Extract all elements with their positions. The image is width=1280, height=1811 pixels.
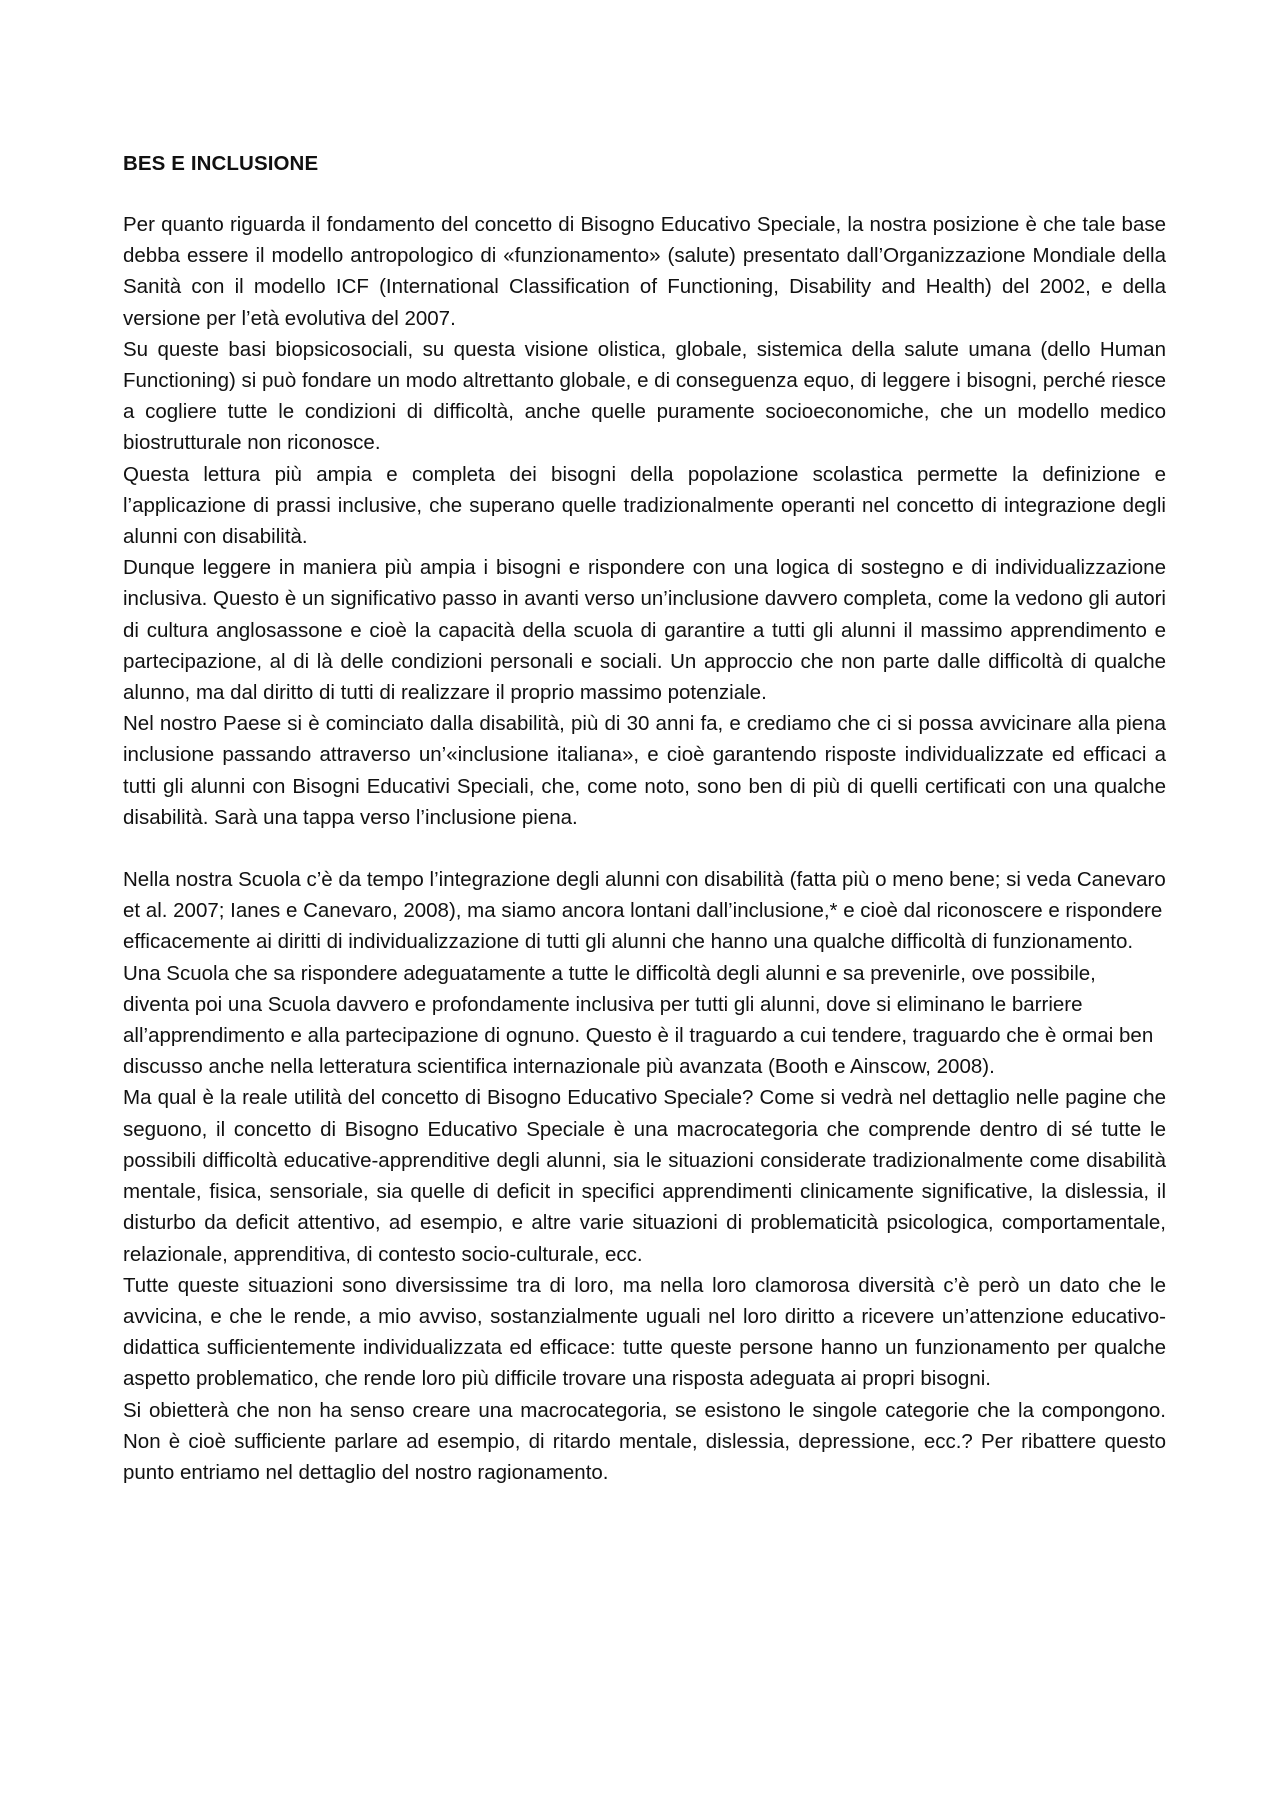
paragraph-italian-inclusion: Nel nostro Paese si è cominciato dalla disabilità, più di 30 anni fa, e crediamo che ci si possa avvicinare alla piena inclusione passando attraverso un’«inclusione italiana», e cioè garantendo risposte individualizzate ed efficaci a tutti gli alunni con Bisogni Educativi Speciali, che, come noto, sono ben di più di quelli certificati con una qualche disabilità. Sarà una tappa verso l’inclusione piena. (123, 712, 1166, 829)
paragraph-inclusive-practices: Questa lettura più ampia e completa dei bisogni della popolazione scolastica permette la definizione e l’applicazione di prassi inclusive, che superano quelle tradizionalmente operanti nel concetto di integrazione degli alunni con disabilità. (123, 462, 1166, 549)
paragraph-icf-foundation: Per quanto riguarda il fondamento del concetto di Bisogno Educativo Speciale, la nostra posizione è che tale base debba essere il modello antropologico di «funzionamento» (salute) presentato dall’Organizzazione Mondiale della Sanità con il modello ICF (International Classification of Functioning, Disability and Health) del 2002, e della versione per l’età evolutiva del 2007. (123, 213, 1166, 330)
section-1 (123, 209, 1166, 833)
paragraph-inclusive-school: Una Scuola che sa rispondere adeguatamente a tutte le difficoltà degli alunni e sa prevenirle, ove possibile, diventa poi una Scuola davvero e profondamente inclusiva per tutti gli alunni, dove si eliminano le barriere all’apprendimento e alla partecipazione di ognuno. Questo è il traguardo a cui tendere, traguardo che è ormai ben discusso anche nella letteratura scientifica internazionale più avanzata (Booth e Ainscow, 2008). (123, 961, 1154, 1079)
document-title: BES E INCLUSIONE (123, 152, 319, 175)
paragraph-bes-utility: Ma qual è la reale utilità del concetto di Bisogno Educativo Speciale? Come si vedrà nel dettaglio nelle pagine che seguono, il concetto di Bisogno Educativo Speciale è una macrocategoria che comprende dentro di sé tutte le possibili difficoltà educative-apprenditive degli alunni, sia le situazioni considerate tradizionalmente come disabilità mentale, fisica, sensoriale, sia quelle di deficit in specifici apprendimenti clinicamente significative, la dislessia, il disturbo da deficit attentivo, ad esempio, e altre varie situazioni di problematicità psicologica, comportamentale, relazionale, apprenditiva, di contesto socio-culturale, ecc. (123, 1086, 1166, 1266)
paragraph-individualization: Dunque leggere in maniera più ampia i bisogni e rispondere con una logica di sostegno e di individualizzazione inclusiva. Questo è un significativo passo in avanti verso un’inclusione davvero completa, come la vedono gli autori di cultura anglosassone e cioè la capacità della scuola di garantire a tutti gli alunni il massimo apprendimento e partecipazione, al di là delle condizioni personali e sociali. Un approccio che non parte dalle difficoltà di qualche alunno, ma dal diritto di tutti di realizzare il proprio massimo potenziale. (123, 556, 1166, 705)
section-2 (123, 864, 1166, 1488)
paragraph-diversity: Tutte queste situazioni sono diversissime tra di loro, ma nella loro clamorosa diversità c’è però un dato che le avvicina, e che le rende, a mio avviso, sostanzialmente uguali nel loro diritto a ricevere un’attenzione educativo- didattica sufficientemente individualizzata ed efficace: tutte queste persone hanno un funzionamento per qualche aspetto problematico, che rende loro più difficile trovare una risposta adeguata ai propri bisogni. (123, 1273, 1166, 1391)
paragraph-biopsychosocial: Su queste basi biopsicosociali, su questa visione olistica, globale, sistemica della salute umana (dello Human Functioning) si può fondare un modo altrettanto globale, e di conseguenza equo, di leggere i bisogni, perché riesce a cogliere tutte le condizioni di difficoltà, anche quelle puramente socioeconomiche, che un modello medico biostrutturale non riconosce. (123, 337, 1166, 455)
paragraph-objection: Si obietterà che non ha senso creare una macrocategoria, se esistono le singole categorie che la compongono. Non è cioè sufficiente parlare ad esempio, di ritardo mentale, dislessia, depressione, ecc.? Per ribattere questo punto entriamo nel dettaglio del nostro ragionamento. (123, 1398, 1166, 1484)
document-page (123, 150, 1166, 1488)
paragraph-school-integration: Nella nostra Scuola c’è da tempo l’integrazione degli alunni con disabilità (fatta più o meno bene; si veda Canevaro et al. 2007; Ianes e Canevaro, 2008), ma siamo ancora lontani dall’inclusione,* e cioè dal riconoscere e rispondere efficacemente ai diritti di individualizzazione di tutti gli alunni che hanno una qualche difficoltà di funzionamento. (123, 868, 1166, 954)
